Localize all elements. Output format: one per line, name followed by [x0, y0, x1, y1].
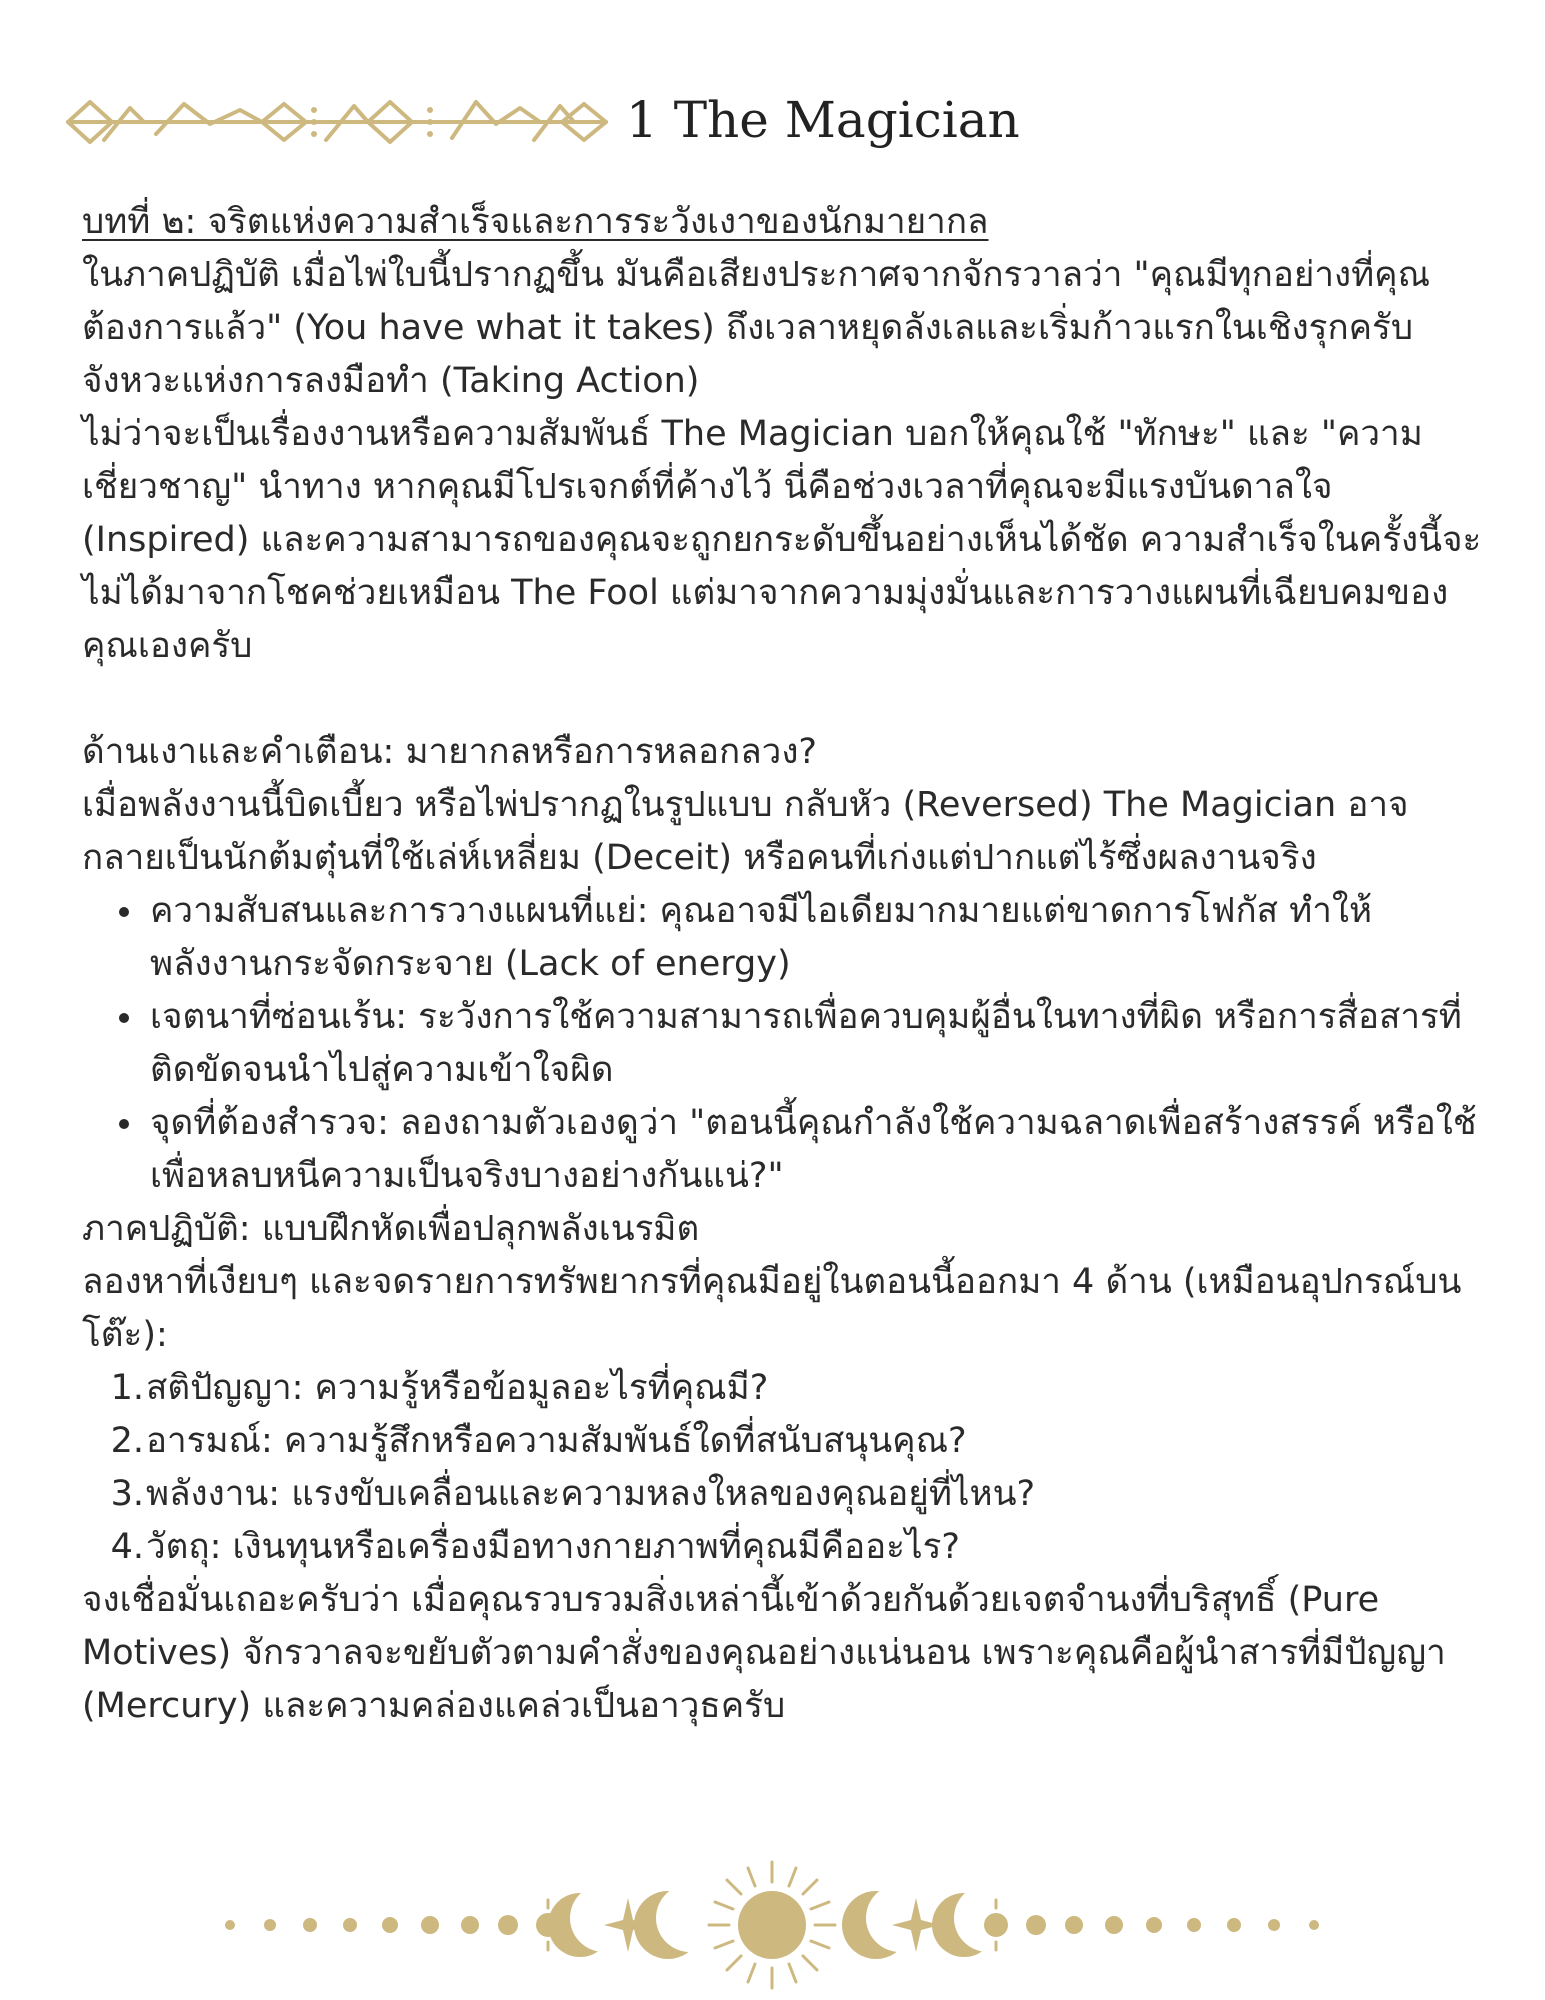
item-text: อารมณ์: ความรู้สึกหรือความสัมพันธ์ใดที่สนับสนุนคุณ?	[146, 1421, 967, 1461]
item-number: 1.	[110, 1368, 144, 1408]
page-header	[64, 84, 1020, 156]
numbered-item	[110, 1468, 1482, 1521]
item-text: วัตถุ: เงินทุนหรือเครื่องมือทางกายภาพที่คุณมีคืออะไร?	[146, 1527, 960, 1567]
item-number: 2.	[110, 1421, 144, 1461]
document-body	[82, 196, 1482, 1733]
numbered-item	[110, 1415, 1482, 1468]
subheading-shadow-warning: ด้านเงาและคำเตือน: มายากลหรือการหลอกลวง?	[82, 732, 817, 772]
numbered-item	[110, 1521, 1482, 1574]
subheading-taking-action: จังหวะแห่งการลงมือทำ (Taking Action)	[82, 361, 700, 401]
subheading-practice: ภาคปฏิบัติ: แบบฝึกหัดเพื่อปลุกพลังเนรมิต	[82, 1209, 700, 1249]
resource-numbered-list	[82, 1362, 1482, 1574]
bullet-item: • ความสับสนและการวางแผนที่แย่: คุณอาจมีไอเดียมากมายแต่ขาดการโฟกัส ทำให้พลังงานกระจัดกระจาย (Lack of energy)	[146, 885, 1482, 991]
closing-paragraph: จงเชื่อมั่นเถอะครับว่า เมื่อคุณรวบรวมสิ่งเหล่านี้เข้าด้วยกันด้วยเจตจำนงที่บริสุทธิ์ (Pure Motives) จักรวาลจะขยับตัวตามคำสั่งของคุณอย่างแน่นอน เพราะคุณคือผู้นำสารที่มีปัญญา (Mercury) และความคล่องแคล่วเป็นอาวุธครับ	[82, 1580, 1446, 1726]
intro-paragraph: ในภาคปฏิบัติ เมื่อไพ่ใบนี้ปรากฏขึ้น มันคือเสียงประกาศจากจักรวาลว่า "คุณมีทุกอย่างที่คุณต้องการแล้ว" (You have what it takes) ถึงเวลาหยุดลังเลและเริ่มก้าวแรกในเชิงรุกครับ	[82, 255, 1431, 348]
warning-bullet-list	[82, 885, 1482, 1203]
item-number: 3.	[110, 1474, 144, 1514]
item-text: พลังงาน: แรงขับเคลื่อนและความหลงใหลของคุณอยู่ที่ไหน?	[146, 1474, 1036, 1514]
bullet-item: • เจตนาที่ซ่อนเร้น: ระวังการใช้ความสามารถเพื่อควบคุมผู้อื่นในทางที่ผิด หรือการสื่อสารที่ติดขัดจนนำไปสู่ความเข้าใจผิด	[146, 991, 1482, 1097]
shadow-paragraph: เมื่อพลังงานนี้บิดเบี้ยว หรือไพ่ปรากฏในรูปแบบ กลับหัว (Reversed) The Magician อาจกลายเป็นนักต้มตุ๋นที่ใช้เล่ห์เหลี่ยม (Deceit) หรือคนที่เก่งแต่ปากแต่ไร้ซึ่งผลงานจริง	[82, 785, 1409, 878]
item-text: สติปัญญา: ความรู้หรือข้อมูลอะไรที่คุณมี?	[146, 1368, 769, 1408]
sun-and-moon-divider-icon	[0, 1860, 1545, 1990]
bullet-item: • จุดที่ต้องสำรวจ: ลองถามตัวเองดูว่า "ตอนนี้คุณกำลังใช้ความฉลาดเพื่อสร้างสรรค์ หรือใช้เพื่อหลบหนีความเป็นจริงบางอย่างกันแน่?"	[146, 1097, 1482, 1203]
page-title: 1 The Magician	[626, 91, 1020, 149]
item-number: 4.	[110, 1527, 144, 1567]
paragraph-spacer	[82, 673, 1482, 726]
section-heading: บทที่ ๒: จริตแห่งความสำเร็จและการระวังเงาของนักมายากล	[82, 202, 989, 242]
geometric-divider-icon	[64, 84, 610, 156]
practice-intro-paragraph: ลองหาที่เงียบๆ และจดรายการทรัพยากรที่คุณมีอยู่ในตอนนี้ออกมา 4 ด้าน (เหมือนอุปกรณ์บนโต๊ะ):	[82, 1262, 1462, 1355]
taking-action-paragraph: ไม่ว่าจะเป็นเรื่องงานหรือความสัมพันธ์ The Magician บอกให้คุณใช้ "ทักษะ" และ "ความเชี่ยวชาญ" นำทาง หากคุณมีโปรเจกต์ที่ค้างไว้ นี่คือช่วงเวลาที่คุณจะมีแรงบันดาลใจ (Inspired) และความสามารถของคุณจะถูกยกระดับขึ้นอย่างเห็นได้ชัด ความสำเร็จในครั้งนี้จะไม่ได้มาจากโชคช่วยเหมือน The Fool แต่มาจากความมุ่งมั่นและการวางแผนที่เฉียบคมของคุณเองครับ	[82, 414, 1482, 666]
numbered-item	[110, 1362, 1482, 1415]
